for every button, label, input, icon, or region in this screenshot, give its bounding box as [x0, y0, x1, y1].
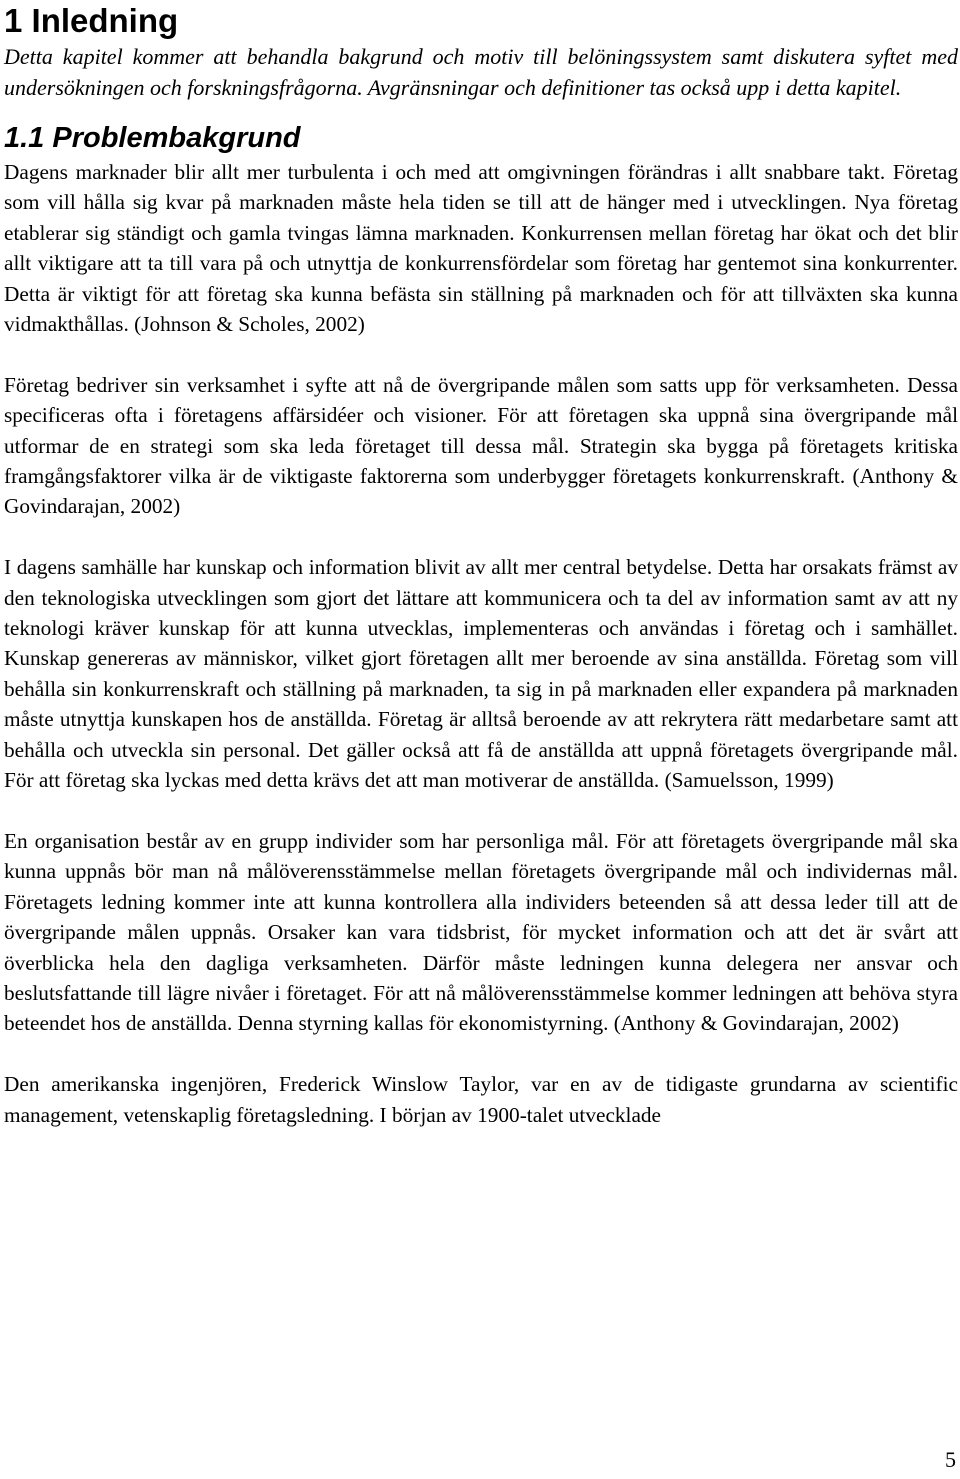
page-number: 5 [945, 1447, 956, 1472]
paragraph: I dagens samhälle har kunskap och information blivit av allt mer central betydelse. Detta har orsakats främst av den teknologiska utvecklingen som gjort det lättare att kommunicera och ta del av information samt av att ny teknologi kräver kunskap för att kunna utvecklas, implementeras och användas i företag och i samhället. Kunskap genereras av människor, vilket gjort företagen allt mer beroende av sina anställda. Företag som vill behålla sin konkurrenskraft och ställning på marknaden, ta sig in på marknaden eller expandera på marknaden måste utnyttja kunskapen hos de anställda. Företag är alltså beroende av att rekrytera rätt medarbetare samt att behålla och utveckla sin personal. Det gäller också att få de anställda att uppnå företagets övergripande mål. För att företag ska lyckas med detta krävs det att man motiverar de anställda. (Samuelsson, 1999) [4, 555, 958, 793]
paragraph: En organisation består av en grupp individer som har personliga mål. För att företagets övergripande mål ska kunna uppnås bör man nå målöverensstämmelse mellan företagets övergripande mål och individernas mål. Företagets ledning kommer inte att kunna kontrollera alla individers beteenden så att dessa leder till att de övergripande målen uppnås. Orsaker kan vara tidsbrist, för mycket information och att det är svårt att överblicka hela den dagliga verksamheten. Därför måste ledningen kunna delegera ner ansvar och beslutsfattande till lägre nivåer i företaget. För att nå målöverensstämmelse kommer ledningen att behöva styra beteendet hos de anställda. Denna styrning kallas för ekonomistyrning. (Anthony & Govindarajan, 2002) [4, 828, 958, 1036]
chapter-title: 1 Inledning [4, 2, 179, 39]
section-title: 1.1 Problembakgrund [4, 122, 301, 154]
document-page [4, 0, 958, 1160]
chapter-intro: Detta kapitel kommer att behandla bakgrund och motiv till belöningssystem samt diskutera syftet med undersökningen och forskningsfrågorna. Avgränsningar och definitioner tas också upp i detta kapitel. [4, 44, 958, 100]
paragraph: Den amerikanska ingenjören, Frederick Winslow Taylor, var en av de tidigaste grundarna av scientific management, vetenskaplig företagsledning. I början av 1900-talet utvecklade [4, 1072, 958, 1127]
paragraph: Företag bedriver sin verksamhet i syfte att nå de övergripande målen som satts upp för verksamheten. Dessa specificeras ofta i företagens affärsidéer och visioner. För att företagen ska uppnå sina övergripande mål utformar de en strategi som ska leda företaget till dessa mål. Strategin ska bygga på företagets kritiska framgångsfaktorer vilka är de viktigaste faktorerna som underbygger företagets konkurrenskraft. (Anthony & Govindarajan, 2002) [4, 372, 958, 519]
paragraph: Dagens marknader blir allt mer turbulenta i och med att omgivningen förändras i allt snabbare takt. Företag som vill hålla sig kvar på marknaden måste hela tiden se till att de hänger med i utvecklingen. Nya företag etablerar sig ständigt och gamla tvingas lämna marknaden. Konkurrensen mellan företag har ökat och det blir allt viktigare att ta till vara på och utnyttja de konkurrensfördelar som företag har gentemot sina konkurrenter. Detta är viktigt för att företag ska kunna befästa sin ställning på marknaden och för att tillväxten ska kunna vidmakthållas. (Johnson & Scholes, 2002) [4, 160, 958, 337]
